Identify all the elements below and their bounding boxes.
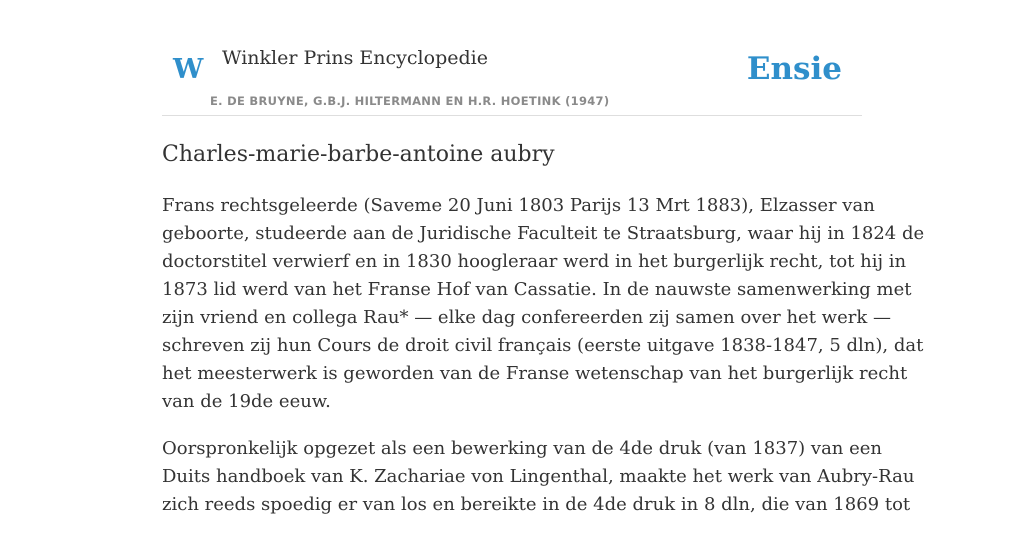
article-paragraph bbox=[162, 435, 915, 519]
encyclopedia-title[interactable]: Winkler Prins Encyclopedie bbox=[222, 47, 488, 69]
paragraph-line: zijn vriend en collega Rau* — elke dag confereerden zij samen over het werk — bbox=[162, 307, 891, 328]
paragraph-line: doctorstitel verwierf en in 1830 hoogleraar werd in het burgerlijk recht, tot hij in bbox=[162, 251, 907, 272]
paragraph-line: zich reeds spoedig er van los en bereikte in de 4de druk in 8 dln, die van 1869 tot bbox=[162, 494, 911, 515]
encyclopedia-header bbox=[162, 0, 862, 116]
paragraph-line: schreven zij hun Cours de droit civil français (eerste uitgave 1838-1847, 5 dln), dat bbox=[162, 335, 924, 356]
article-title: Charles-marie-barbe-antoine aubry bbox=[162, 142, 555, 167]
article-body bbox=[162, 192, 925, 538]
winkler-prins-logo[interactable]: W bbox=[173, 54, 204, 85]
paragraph-line: Duits handboek van K. Zachariae von Lingenthal, maakte het werk van Aubry-Rau bbox=[162, 466, 915, 487]
paragraph-line: Oorspronkelijk opgezet als een bewerking van de 4de druk (van 1837) van een bbox=[162, 438, 883, 459]
ensie-logo[interactable]: Ensie bbox=[746, 51, 842, 87]
paragraph-line: 1873 lid werd van het Franse Hof van Cassatie. In de nauwste samenwerking met bbox=[162, 279, 912, 300]
article-paragraph bbox=[162, 192, 925, 416]
paragraph-line: Frans rechtsgeleerde (Saveme 20 Juni 1803 Parijs 13 Mrt 1883), Elzasser van bbox=[162, 195, 875, 216]
encyclopedia-authors: E. DE BRUYNE, G.B.J. HILTERMANN EN H.R. HOETINK (1947) bbox=[210, 94, 610, 108]
paragraph-line: geboorte, studeerde aan de Juridische Faculteit te Straatsburg, waar hij in 1824 de bbox=[162, 223, 925, 244]
paragraph-line: van de 19de eeuw. bbox=[162, 391, 331, 412]
paragraph-line: het meesterwerk is geworden van de Franse wetenschap van het burgerlijk recht bbox=[162, 363, 908, 384]
